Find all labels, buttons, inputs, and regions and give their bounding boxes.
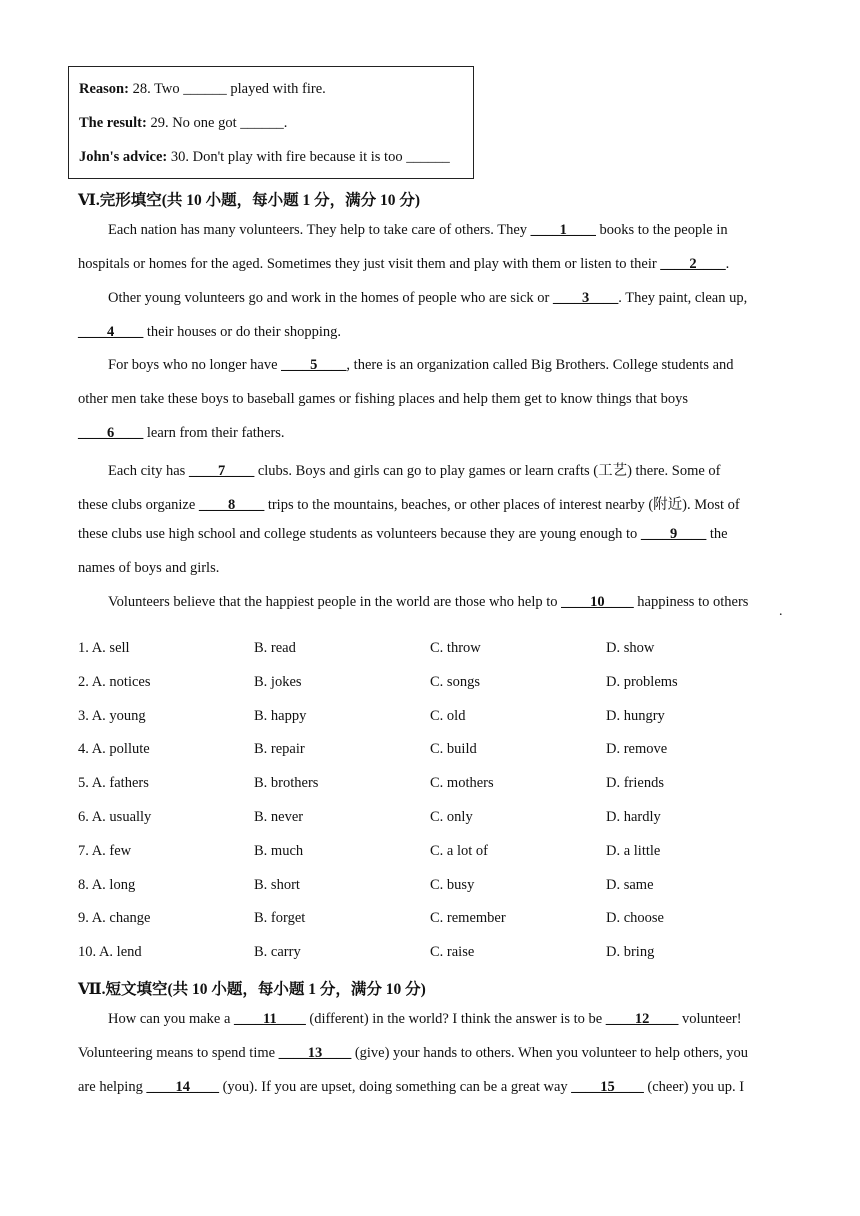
- option-3-D: D. hungry: [606, 707, 665, 724]
- paragraph-text: For boys who no longer have: [108, 357, 282, 373]
- paragraph-text: Each nation has many volunteers. They help to take care of others. They: [108, 222, 531, 238]
- option-1-A: 1. A. sell: [78, 640, 130, 656]
- s6-paragraph-line: [78, 560, 219, 577]
- paragraph-text: (different) in the world? I think the answer is to be: [305, 1011, 606, 1027]
- paragraph-text: Volunteers believe that the happiest people in the world are those who help to: [108, 594, 562, 610]
- s6-paragraph-line: [78, 391, 688, 408]
- paragraph-text: (you). If you are upset, doing something can be a great way: [218, 1079, 572, 1095]
- answer-blank: ____9____: [640, 526, 707, 542]
- result-line: [79, 115, 287, 132]
- paragraph-text: other men take these boys to baseball games or fishing places and help them get to know things that boys: [78, 391, 689, 407]
- answer-blank: ____14____: [146, 1079, 219, 1095]
- s6-paragraph-line: [108, 459, 720, 480]
- option-4-A: 4. A. pollute: [78, 741, 150, 758]
- paragraph-text: . They paint, clean up,: [618, 290, 748, 306]
- answer-blank: ____10____: [561, 594, 634, 610]
- option-6-B: B. never: [254, 809, 304, 825]
- s7-paragraph-line: [78, 1045, 748, 1062]
- option-10-A: 10. A. lend: [78, 944, 142, 961]
- result-text: 29. No one got ______.: [146, 115, 288, 131]
- option-2-C: C. songs: [430, 673, 480, 690]
- option-6-C: C. only: [430, 809, 473, 825]
- option-2-A: 2. A. notices: [78, 673, 151, 690]
- paragraph-text: learn from their fathers.: [143, 425, 285, 441]
- option-2-D: D. problems: [606, 673, 678, 690]
- option-9-D: D. choose: [606, 910, 664, 927]
- answer-blank: ____8____: [198, 497, 265, 513]
- trailing-dot: .: [779, 604, 783, 619]
- option-5-B: B. brothers: [254, 775, 319, 792]
- answer-blank: ____2____: [660, 256, 726, 272]
- paragraph-text: books to the people in: [595, 222, 728, 238]
- advice-line: [79, 149, 450, 166]
- option-7-A: 7. A. few: [78, 842, 132, 859]
- s6-paragraph-line: [108, 222, 728, 239]
- paragraph-text: (give) your hands to others. When you volunteer to help others, you: [351, 1045, 748, 1061]
- option-4-B: B. repair: [254, 741, 305, 758]
- option-9-B: B. forget: [254, 910, 306, 927]
- option-1-C: C. throw: [430, 640, 481, 656]
- option-3-B: B. happy: [254, 707, 307, 724]
- answer-blank: ____12____: [605, 1011, 679, 1027]
- paragraph-text: these clubs organize: [78, 497, 199, 513]
- option-7-D: D. a little: [606, 842, 661, 859]
- reason-result-advice-box: [68, 66, 474, 179]
- answer-blank: ____6____: [78, 425, 144, 441]
- paragraph-text: Each city has: [108, 463, 189, 479]
- paragraph-text: How can you make a: [108, 1011, 235, 1027]
- option-10-D: D. bring: [606, 944, 655, 961]
- option-9-A: 9. A. change: [78, 910, 151, 927]
- reason-line: [79, 81, 326, 98]
- s6-paragraph-line: [78, 493, 740, 514]
- answer-blank: ____7____: [188, 463, 255, 479]
- s6-paragraph-line: [108, 357, 734, 374]
- option-8-B: B. short: [254, 876, 300, 893]
- s7-paragraph-line: [108, 1011, 742, 1028]
- paragraph-text: are helping: [78, 1079, 147, 1095]
- answer-blank: ____5____: [281, 357, 347, 373]
- option-10-C: C. raise: [430, 944, 475, 961]
- s6-paragraph-line: [78, 425, 285, 442]
- option-5-C: C. mothers: [430, 775, 494, 792]
- paragraph-text: Volunteering means to spend time: [78, 1045, 279, 1061]
- paragraph-text: .: [725, 256, 730, 272]
- option-6-A: 6. A. usually: [78, 809, 152, 825]
- paragraph-text: names of boys and girls.: [78, 560, 220, 576]
- result-label: The result:: [79, 115, 147, 131]
- s7-paragraph-line: [78, 1079, 744, 1096]
- option-2-B: B. jokes: [254, 673, 302, 690]
- paragraph-text: Other young volunteers go and work in the homes of people who are sick or: [108, 290, 553, 306]
- reason-label: Reason:: [79, 81, 129, 97]
- section-7-title: Ⅶ.短文填空(共 10 小题，每小题 1 分，满分 10 分): [78, 981, 426, 998]
- option-1-B: B. read: [254, 640, 296, 656]
- option-10-B: B. carry: [254, 944, 301, 961]
- option-8-C: C. busy: [430, 876, 475, 893]
- answer-blank: ____4____: [78, 324, 144, 340]
- option-8-A: 8. A. long: [78, 876, 136, 893]
- option-6-D: D. hardly: [606, 809, 661, 825]
- option-5-A: 5. A. fathers: [78, 775, 149, 792]
- paragraph-text: the: [706, 526, 728, 542]
- answer-blank: ____3____: [552, 290, 619, 306]
- option-4-D: D. remove: [606, 741, 668, 758]
- advice-text: 30. Don't play with fire because it is too ______: [167, 149, 450, 165]
- paragraph-text: happiness to others: [633, 594, 749, 610]
- reason-text: 28. Two ______ played with fire.: [128, 81, 326, 97]
- paragraph-text: these clubs use high school and college students as volunteers because they are young enough to: [78, 526, 641, 542]
- s6-paragraph-line: [108, 594, 748, 611]
- answer-blank: ____13____: [278, 1045, 352, 1061]
- option-1-D: D. show: [606, 640, 655, 656]
- s6-paragraph-line: [78, 256, 729, 273]
- paragraph-text: (cheer) you up. I: [643, 1079, 745, 1095]
- advice-label: John's advice:: [79, 149, 168, 165]
- paragraph-text: hospitals or homes for the aged. Sometimes they just visit them and play with them or listen to their: [78, 256, 661, 272]
- option-8-D: D. same: [606, 876, 654, 893]
- option-3-C: C. old: [430, 707, 466, 724]
- answer-blank: ____11____: [234, 1011, 306, 1027]
- paragraph-text: volunteer!: [678, 1011, 742, 1027]
- paragraph-text: their houses or do their shopping.: [143, 324, 341, 340]
- s6-paragraph-line: [78, 324, 341, 341]
- s6-paragraph-line: [78, 526, 728, 543]
- answer-blank: ____15____: [571, 1079, 644, 1095]
- s6-paragraph-line: [108, 290, 747, 307]
- option-4-C: C. build: [430, 741, 477, 758]
- option-7-C: C. a lot of: [430, 842, 488, 859]
- answer-blank: ____1____: [530, 222, 596, 238]
- option-9-C: C. remember: [430, 910, 506, 927]
- option-7-B: B. much: [254, 842, 304, 859]
- option-5-D: D. friends: [606, 775, 664, 792]
- paragraph-text: , there is an organization called Big Brothers. College students and: [346, 357, 734, 373]
- option-3-A: 3. A. young: [78, 707, 146, 724]
- section-6-title: Ⅵ.完形填空(共 10 小题，每小题 1 分，满分 10 分): [78, 192, 421, 209]
- paragraph-text: trips to the mountains, beaches, or other places of interest nearby (附近). Most of: [264, 497, 740, 513]
- paragraph-text: clubs. Boys and girls can go to play games or learn crafts (工艺) there. Some of: [254, 463, 721, 479]
